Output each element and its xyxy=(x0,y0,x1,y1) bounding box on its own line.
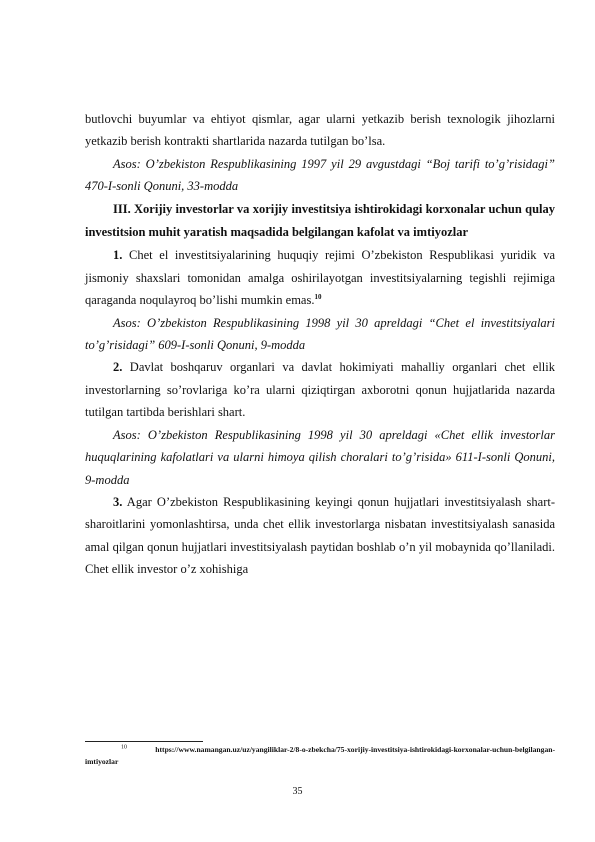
item-2-text: Davlat boshqaruv organlari va davlat hokimiyati mahalliy organlari chet ellik investorlarning so’rovlariga ko’ra ularni qiziqtirgan axborotni qonun hujjatlarida nazarda tutilgan tartibda berishlari shart. xyxy=(85,360,555,420)
source-note-2: Asos: O’zbekiston Respublikasining 1998 yil 30 apreldagi “Chet el investitsiyalari to’g’risidagi” 609-I-sonli Qonuni, 9-modda xyxy=(85,315,555,353)
item-3-number: 3. xyxy=(113,494,123,509)
page-number: 35 xyxy=(292,786,303,797)
footnote-link[interactable]: https://www.namangan.uz/uz/yangiliklar-2/8-o-zbekcha/75-xorijiy-investitsiya-ishtirokidagi-korxonalar-uchun-belgilangan-imtiyozlar xyxy=(85,745,555,766)
footnote-divider xyxy=(85,741,203,742)
item-3-text: Agar O’zbekiston Respublikasining keyingi qonun hujjatlari investitsiyalash shart-sharoitlarini yomonlashtirsa, unda chet ellik investorlarga nisbatan investitsiyalash sanasida amal qilgan qonun hujjatlari investitsiyalash paytidan boshlab o’n yil mobaynida qo’llaniladi. Chet ellik investor o’z xohishiga xyxy=(85,494,555,577)
paragraph-continuation: butlovchi buyumlar va ehtiyot qismlar, agar ularni yetkazib berish texnologik jihozlarni yetkazib berish kontrakti shartlarida nazarda tutilgan bo’lsa. xyxy=(85,112,555,149)
footnote xyxy=(85,744,555,768)
item-1-text: Chet el investitsiyalarining huquqiy rejimi O’zbekiston Respublikasi yuridik va jismoniy shaxslari tomonidan amalga oshirilayotgan investitsiyalarning tegishli rejimiga qaraganda noqulayroq bo’lishi mumkin emas. xyxy=(85,248,555,308)
footnote-number: 10 xyxy=(121,744,127,751)
source-note-1: Asos: O’zbekiston Respublikasining 1997 yil 29 avgustdagi “Boj tarifi to’g’risidagi” 470-I-sonli Qonuni, 33-modda xyxy=(85,156,555,194)
item-2 xyxy=(85,356,555,423)
section-heading: III. Xorijiy investorlar va xorijiy investitsiya ishtirokidagi korxonalar uchun qulay investitsion muhit yaratish maqsadida belgilangan kafolat va imtiyozlar xyxy=(85,201,555,240)
item-1-number: 1. xyxy=(113,248,123,263)
source-note-3: Asos: O’zbekiston Respublikasining 1998 yil 30 apreldagi «Chet ellik investorlar huquqlarining kafolatlari va ularni himoya qilish choralari to’g’risida» 611-I-sonli Qonuni, 9-modda xyxy=(85,427,555,487)
page-body xyxy=(85,108,555,581)
item-3 xyxy=(85,491,555,581)
footnote-ref[interactable]: 10 xyxy=(314,293,322,302)
item-2-number: 2. xyxy=(113,360,123,375)
item-1 xyxy=(85,244,555,311)
